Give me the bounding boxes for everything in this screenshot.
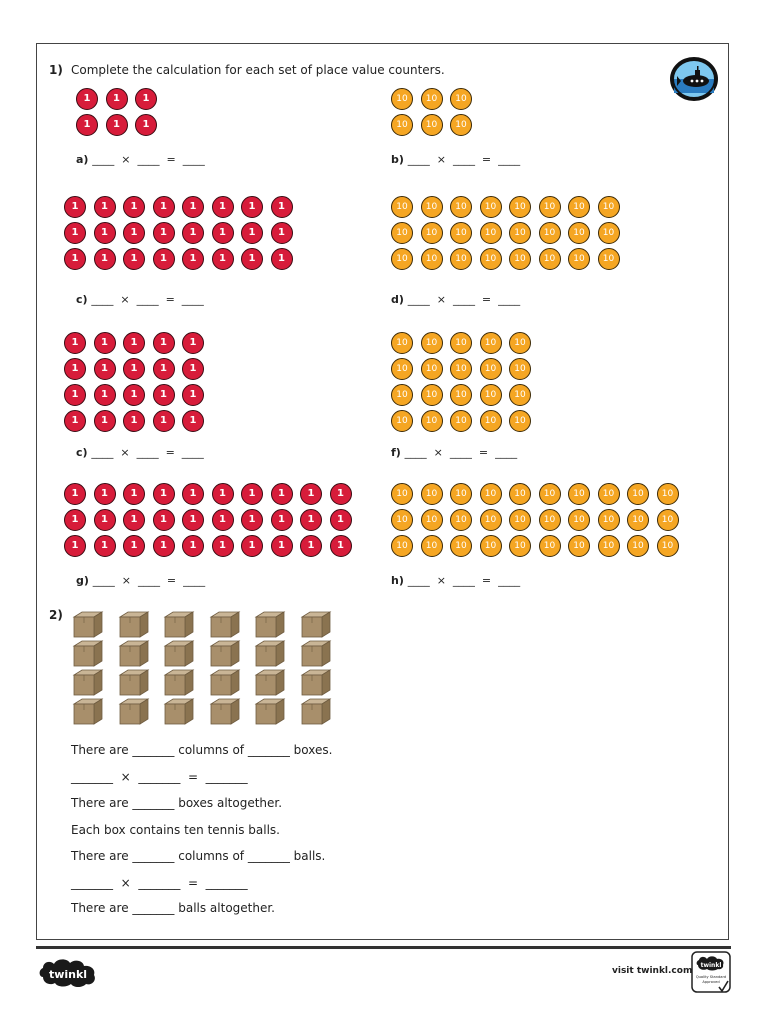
ten-counter: 10 xyxy=(657,535,679,557)
cardboard-box-icon xyxy=(254,697,286,725)
ten-counter: 10 xyxy=(421,483,443,505)
cardboard-box-icon xyxy=(72,610,104,638)
one-counter: 1 xyxy=(330,483,352,505)
ten-counter: 10 xyxy=(480,410,502,432)
question-1-instruction: Complete the calculation for each set of place value counters. xyxy=(71,63,445,77)
ten-counter: 10 xyxy=(509,384,531,406)
cardboard-box-icon xyxy=(300,668,332,696)
ten-counter: 10 xyxy=(480,358,502,380)
one-counter: 1 xyxy=(182,248,204,270)
ten-counter: 10 xyxy=(391,248,413,270)
blank-expression[interactable]: ____ × ____ = ____ xyxy=(92,153,205,166)
ten-counter: 10 xyxy=(568,535,590,557)
cardboard-box-icon xyxy=(254,639,286,667)
ten-counter: 10 xyxy=(450,483,472,505)
one-counter: 1 xyxy=(212,196,234,218)
ten-counter: 10 xyxy=(421,384,443,406)
cardboard-box-icon xyxy=(209,697,241,725)
ten-counter: 10 xyxy=(480,535,502,557)
ten-counter: 10 xyxy=(509,410,531,432)
ten-counter: 10 xyxy=(450,114,472,136)
one-counter: 1 xyxy=(106,88,128,110)
ten-counter: 10 xyxy=(450,384,472,406)
cardboard-box-icon xyxy=(72,639,104,667)
one-counter: 1 xyxy=(135,114,157,136)
ten-counter: 10 xyxy=(539,196,561,218)
cardboard-box-icon xyxy=(300,697,332,725)
one-counter: 1 xyxy=(94,248,116,270)
one-counter: 1 xyxy=(153,248,175,270)
one-counter: 1 xyxy=(330,509,352,531)
cardboard-box-icon xyxy=(300,610,332,638)
one-counter: 1 xyxy=(94,384,116,406)
ten-counter: 10 xyxy=(598,483,620,505)
one-counter: 1 xyxy=(94,410,116,432)
one-counter: 1 xyxy=(94,483,116,505)
ten-counter: 10 xyxy=(480,483,502,505)
part-label: c) ____ × ____ = ____ xyxy=(76,446,204,459)
ten-counter: 10 xyxy=(421,196,443,218)
one-counter: 1 xyxy=(300,535,322,557)
ten-counter: 10 xyxy=(450,535,472,557)
ten-counter: 10 xyxy=(450,248,472,270)
one-counter: 1 xyxy=(182,509,204,531)
ten-counter: 10 xyxy=(627,509,649,531)
cardboard-box-icon xyxy=(163,697,195,725)
cardboard-box-icon xyxy=(118,697,150,725)
part-label: c) ____ × ____ = ____ xyxy=(76,293,204,306)
ten-counter: 10 xyxy=(421,248,443,270)
one-counter: 1 xyxy=(64,535,86,557)
one-counter: 1 xyxy=(241,248,263,270)
cardboard-box-icon xyxy=(209,639,241,667)
cardboard-box-icon xyxy=(163,610,195,638)
blank-expression[interactable]: ____ × ____ = ____ xyxy=(407,574,521,587)
one-counter: 1 xyxy=(182,196,204,218)
ten-counter: 10 xyxy=(450,88,472,110)
ten-counter: 10 xyxy=(421,222,443,244)
one-counter: 1 xyxy=(123,196,145,218)
one-counter: 1 xyxy=(76,114,98,136)
ten-counter: 10 xyxy=(568,483,590,505)
one-counter: 1 xyxy=(123,248,145,270)
one-counter: 1 xyxy=(153,222,175,244)
question-2-line: There are _______ columns of _______ boxes. xyxy=(71,743,333,757)
one-counter: 1 xyxy=(64,248,86,270)
ten-counter: 10 xyxy=(657,509,679,531)
one-counter: 1 xyxy=(64,384,86,406)
ten-counter: 10 xyxy=(598,248,620,270)
ten-counter: 10 xyxy=(391,358,413,380)
one-counter: 1 xyxy=(94,509,116,531)
one-counter: 1 xyxy=(94,332,116,354)
ten-counter: 10 xyxy=(539,222,561,244)
one-counter: 1 xyxy=(153,535,175,557)
one-counter: 1 xyxy=(106,114,128,136)
one-counter: 1 xyxy=(182,535,204,557)
ten-counter: 10 xyxy=(391,114,413,136)
blank-expression[interactable]: ____ × ____ = ____ xyxy=(404,446,518,459)
cardboard-box-icon xyxy=(163,639,195,667)
one-counter: 1 xyxy=(123,222,145,244)
cardboard-box-icon xyxy=(209,610,241,638)
one-counter: 1 xyxy=(64,509,86,531)
footer-divider xyxy=(36,946,731,949)
cardboard-box-icon xyxy=(72,697,104,725)
blank-expression[interactable]: ____ × ____ = ____ xyxy=(91,446,204,459)
submarine-badge-icon xyxy=(669,56,719,102)
ten-counter: 10 xyxy=(450,332,472,354)
ten-counter: 10 xyxy=(568,248,590,270)
ten-counter: 10 xyxy=(509,535,531,557)
ten-counter: 10 xyxy=(568,222,590,244)
ten-counter: 10 xyxy=(421,114,443,136)
ten-counter: 10 xyxy=(480,196,502,218)
one-counter: 1 xyxy=(182,332,204,354)
ten-counter: 10 xyxy=(391,509,413,531)
ten-counter: 10 xyxy=(509,483,531,505)
one-counter: 1 xyxy=(64,332,86,354)
one-counter: 1 xyxy=(94,358,116,380)
one-counter: 1 xyxy=(241,483,263,505)
one-counter: 1 xyxy=(241,535,263,557)
part-label: b) ____ × ____ = ____ xyxy=(391,153,521,166)
one-counter: 1 xyxy=(330,535,352,557)
ten-counter: 10 xyxy=(421,509,443,531)
one-counter: 1 xyxy=(182,358,204,380)
one-counter: 1 xyxy=(153,410,175,432)
svg-text:twinkl: twinkl xyxy=(700,962,722,969)
one-counter: 1 xyxy=(64,410,86,432)
ten-counter: 10 xyxy=(509,358,531,380)
ten-counter: 10 xyxy=(450,410,472,432)
question-2-line: There are _______ boxes altogether. xyxy=(71,796,283,810)
ten-counter: 10 xyxy=(480,509,502,531)
one-counter: 1 xyxy=(182,222,204,244)
ten-counter: 10 xyxy=(421,410,443,432)
one-counter: 1 xyxy=(241,509,263,531)
blank-expression[interactable]: ____ × ____ = ____ xyxy=(92,574,206,587)
one-counter: 1 xyxy=(212,222,234,244)
one-counter: 1 xyxy=(64,483,86,505)
svg-text:Approved: Approved xyxy=(702,980,720,984)
quality-standard-badge xyxy=(691,951,731,995)
ten-counter: 10 xyxy=(450,358,472,380)
part-label: f) ____ × ____ = ____ xyxy=(391,446,518,459)
ten-counter: 10 xyxy=(391,88,413,110)
blank-expression[interactable]: ____ × ____ = ____ xyxy=(91,293,204,306)
one-counter: 1 xyxy=(241,196,263,218)
ten-counter: 10 xyxy=(509,196,531,218)
svg-text:Quality Standard: Quality Standard xyxy=(695,975,727,979)
question-2-number: 2) xyxy=(49,608,63,622)
ten-counter: 10 xyxy=(598,222,620,244)
ten-counter: 10 xyxy=(391,384,413,406)
one-counter: 1 xyxy=(94,222,116,244)
ten-counter: 10 xyxy=(568,196,590,218)
question-2-line: _______ × _______ = _______ xyxy=(71,876,248,890)
part-label: h) ____ × ____ = ____ xyxy=(391,574,521,587)
one-counter: 1 xyxy=(94,196,116,218)
question-2-line: Each box contains ten tennis balls. xyxy=(71,823,280,837)
question-2-line: _______ × _______ = _______ xyxy=(71,770,248,784)
ten-counter: 10 xyxy=(391,222,413,244)
cardboard-box-icon xyxy=(300,639,332,667)
ten-counter: 10 xyxy=(480,222,502,244)
one-counter: 1 xyxy=(64,358,86,380)
ten-counter: 10 xyxy=(480,384,502,406)
ten-counter: 10 xyxy=(509,248,531,270)
cardboard-box-icon xyxy=(254,610,286,638)
cardboard-box-icon xyxy=(72,668,104,696)
cardboard-box-icon xyxy=(118,639,150,667)
ten-counter: 10 xyxy=(421,332,443,354)
one-counter: 1 xyxy=(212,535,234,557)
ten-counter: 10 xyxy=(421,358,443,380)
one-counter: 1 xyxy=(271,535,293,557)
ten-counter: 10 xyxy=(450,222,472,244)
one-counter: 1 xyxy=(153,384,175,406)
one-counter: 1 xyxy=(123,358,145,380)
question-2-line: There are _______ balls altogether. xyxy=(71,901,275,915)
visit-link[interactable]: visit twinkl.com xyxy=(612,966,693,976)
ten-counter: 10 xyxy=(450,196,472,218)
one-counter: 1 xyxy=(123,483,145,505)
blank-expression[interactable]: ____ × ____ = ____ xyxy=(407,153,521,166)
cardboard-box-icon xyxy=(118,668,150,696)
cardboard-box-icon xyxy=(118,610,150,638)
one-counter: 1 xyxy=(123,332,145,354)
ten-counter: 10 xyxy=(509,222,531,244)
ten-counter: 10 xyxy=(627,483,649,505)
question-1-number: 1) xyxy=(49,63,63,77)
ten-counter: 10 xyxy=(539,483,561,505)
one-counter: 1 xyxy=(212,248,234,270)
one-counter: 1 xyxy=(271,248,293,270)
one-counter: 1 xyxy=(94,535,116,557)
one-counter: 1 xyxy=(241,222,263,244)
one-counter: 1 xyxy=(182,483,204,505)
ten-counter: 10 xyxy=(539,535,561,557)
ten-counter: 10 xyxy=(627,535,649,557)
one-counter: 1 xyxy=(123,535,145,557)
ten-counter: 10 xyxy=(391,535,413,557)
part-label: g) ____ × ____ = ____ xyxy=(76,574,206,587)
ten-counter: 10 xyxy=(421,88,443,110)
ten-counter: 10 xyxy=(450,509,472,531)
one-counter: 1 xyxy=(123,410,145,432)
ten-counter: 10 xyxy=(509,509,531,531)
twinkl-logo xyxy=(37,955,99,989)
one-counter: 1 xyxy=(271,222,293,244)
ten-counter: 10 xyxy=(539,248,561,270)
cardboard-box-icon xyxy=(163,668,195,696)
one-counter: 1 xyxy=(153,332,175,354)
part-label: d) ____ × ____ = ____ xyxy=(391,293,521,306)
ten-counter: 10 xyxy=(421,535,443,557)
ten-counter: 10 xyxy=(539,509,561,531)
ten-counter: 10 xyxy=(568,509,590,531)
ten-counter: 10 xyxy=(480,248,502,270)
ten-counter: 10 xyxy=(657,483,679,505)
one-counter: 1 xyxy=(153,509,175,531)
question-2-line: There are _______ columns of _______ balls. xyxy=(71,849,326,863)
one-counter: 1 xyxy=(153,483,175,505)
ten-counter: 10 xyxy=(391,410,413,432)
one-counter: 1 xyxy=(212,483,234,505)
one-counter: 1 xyxy=(271,196,293,218)
one-counter: 1 xyxy=(182,410,204,432)
ten-counter: 10 xyxy=(598,196,620,218)
ten-counter: 10 xyxy=(391,483,413,505)
ten-counter: 10 xyxy=(598,509,620,531)
one-counter: 1 xyxy=(135,88,157,110)
one-counter: 1 xyxy=(300,483,322,505)
part-label: a) ____ × ____ = ____ xyxy=(76,153,205,166)
ten-counter: 10 xyxy=(391,196,413,218)
one-counter: 1 xyxy=(123,509,145,531)
ten-counter: 10 xyxy=(509,332,531,354)
ten-counter: 10 xyxy=(480,332,502,354)
one-counter: 1 xyxy=(271,483,293,505)
one-counter: 1 xyxy=(271,509,293,531)
ten-counter: 10 xyxy=(391,332,413,354)
twinkl-logo-text: twinkl xyxy=(48,968,88,981)
one-counter: 1 xyxy=(153,196,175,218)
one-counter: 1 xyxy=(153,358,175,380)
ten-counter: 10 xyxy=(598,535,620,557)
one-counter: 1 xyxy=(123,384,145,406)
one-counter: 1 xyxy=(76,88,98,110)
one-counter: 1 xyxy=(64,196,86,218)
one-counter: 1 xyxy=(64,222,86,244)
cardboard-box-icon xyxy=(209,668,241,696)
cardboard-box-icon xyxy=(254,668,286,696)
one-counter: 1 xyxy=(182,384,204,406)
one-counter: 1 xyxy=(212,509,234,531)
blank-expression[interactable]: ____ × ____ = ____ xyxy=(407,293,521,306)
one-counter: 1 xyxy=(300,509,322,531)
